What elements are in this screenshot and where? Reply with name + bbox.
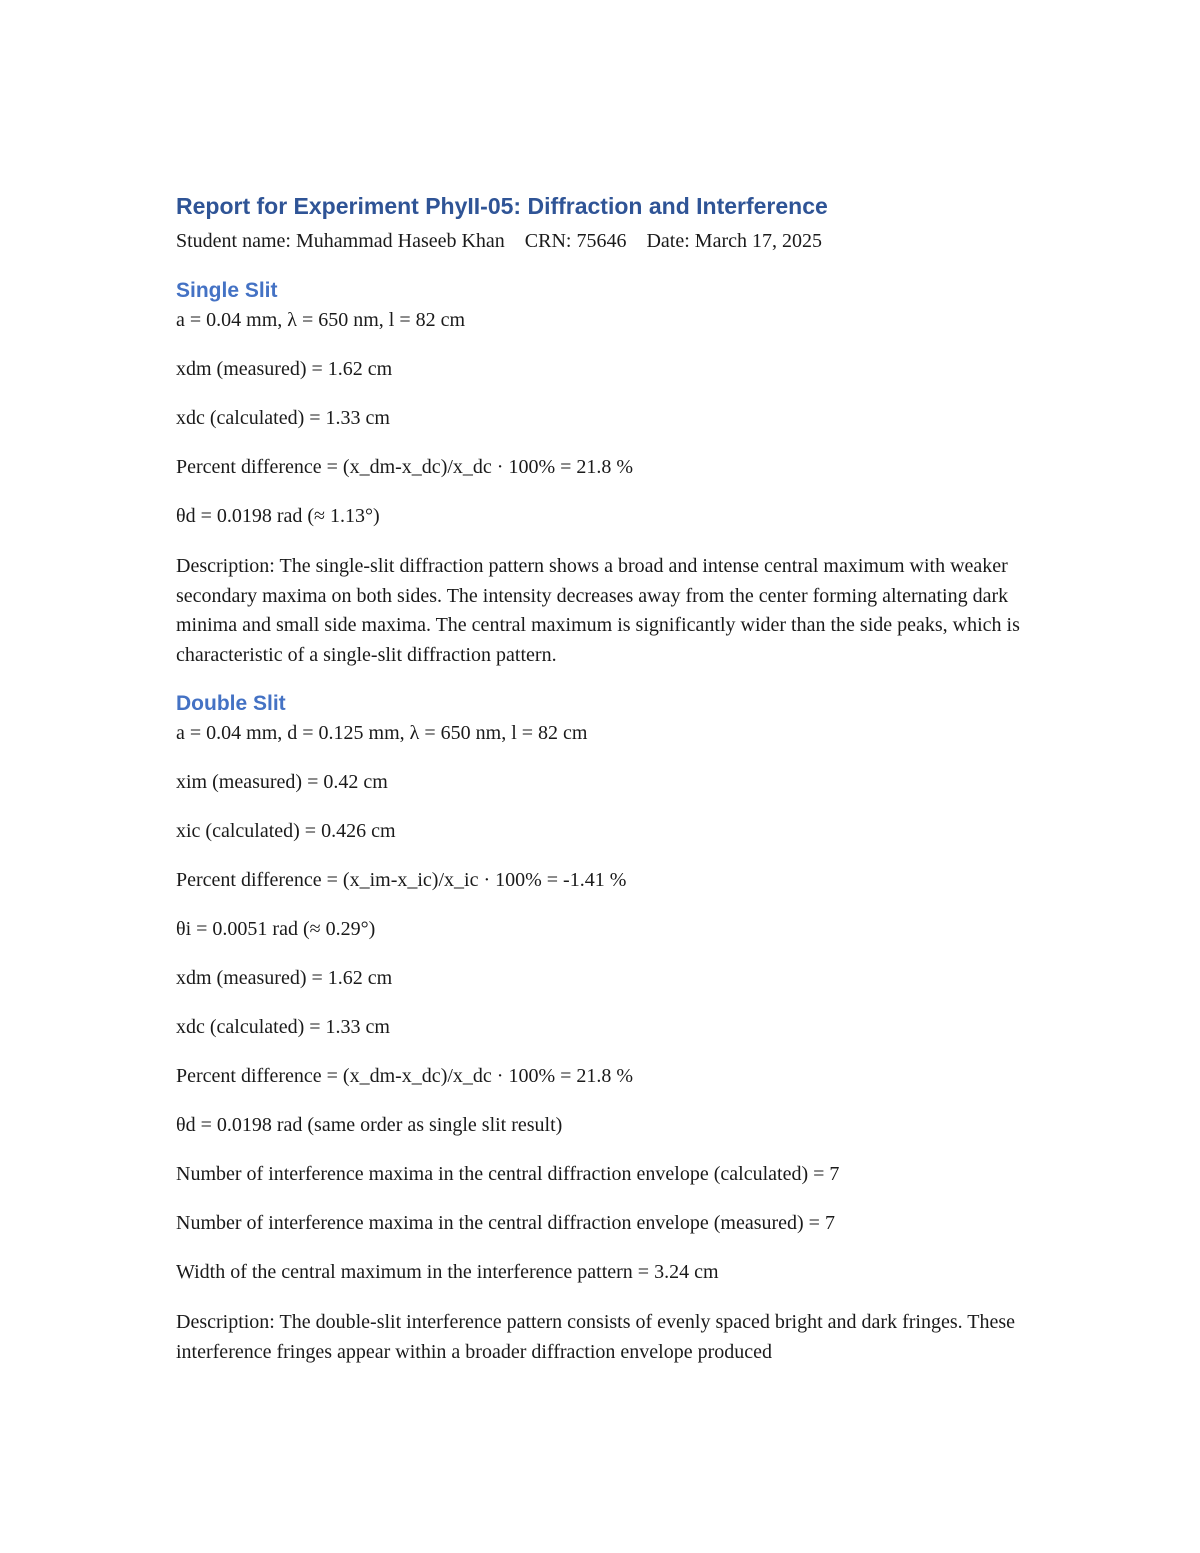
single-slit-xdm-measured: xdm (measured) = 1.62 cm: [176, 358, 393, 380]
double-slit-theta-d: θd = 0.0198 rad (same order as single slit result): [176, 1114, 563, 1136]
maxima-count-calculated: Number of interference maxima in the central diffraction envelope (calculated) = 7: [176, 1163, 840, 1185]
single-slit-xdc-calculated: xdc (calculated) = 1.33 cm: [176, 407, 390, 429]
document-page: [176, 190, 1026, 1367]
double-slit-xim-measured: xim (measured) = 0.42 cm: [176, 771, 388, 793]
central-maximum-width: Width of the central maximum in the interference pattern = 3.24 cm: [176, 1261, 719, 1283]
single-slit-description: Description: The single-slit diffraction pattern shows a broad and intense central maximum with weaker secondary maxima on both sides. The intensity decreases away from the center forming alternating dark minima and small side maxima. The central maximum is significantly wider than the side peaks, which is characteristic of a single-slit diffraction pattern.: [176, 555, 1020, 666]
maxima-count-measured: Number of interference maxima in the central diffraction envelope (measured) = 7: [176, 1212, 835, 1234]
double-slit-parameters: a = 0.04 mm, d = 0.125 mm, λ = 650 nm, l = 82 cm: [176, 722, 588, 744]
single-slit-heading: Single Slit: [176, 279, 278, 302]
double-slit-xdc-calculated: xdc (calculated) = 1.33 cm: [176, 1016, 390, 1038]
double-slit-description: Description: The double-slit interference pattern consists of evenly spaced bright and dark fringes. These interference fringes appear within a broader diffraction envelope produced: [176, 1311, 1015, 1363]
single-slit-parameters: a = 0.04 mm, λ = 650 nm, l = 82 cm: [176, 309, 466, 331]
double-slit-xic-calculated: xic (calculated) = 0.426 cm: [176, 820, 396, 842]
double-slit-xdm-measured: xdm (measured) = 1.62 cm: [176, 967, 393, 989]
single-slit-percent-difference: Percent difference = (x_dm-x_dc)/x_dc · 100% = 21.8 %: [176, 456, 634, 478]
double-slit-percent-difference-diffraction: Percent difference = (x_dm-x_dc)/x_dc · 100% = 21.8 %: [176, 1065, 634, 1087]
single-slit-theta-d: θd = 0.0198 rad (≈ 1.13°): [176, 505, 380, 527]
double-slit-theta-i: θi = 0.0051 rad (≈ 0.29°): [176, 918, 376, 940]
student-info-line: Student name: Muhammad Haseeb Khan CRN: 75646 Date: March 17, 2025: [176, 230, 822, 252]
double-slit-heading: Double Slit: [176, 692, 286, 715]
report-title: Report for Experiment PhyII-05: Diffraction and Interference: [176, 193, 828, 219]
double-slit-percent-difference-interference: Percent difference = (x_im-x_ic)/x_ic · 100% = -1.41 %: [176, 869, 627, 891]
